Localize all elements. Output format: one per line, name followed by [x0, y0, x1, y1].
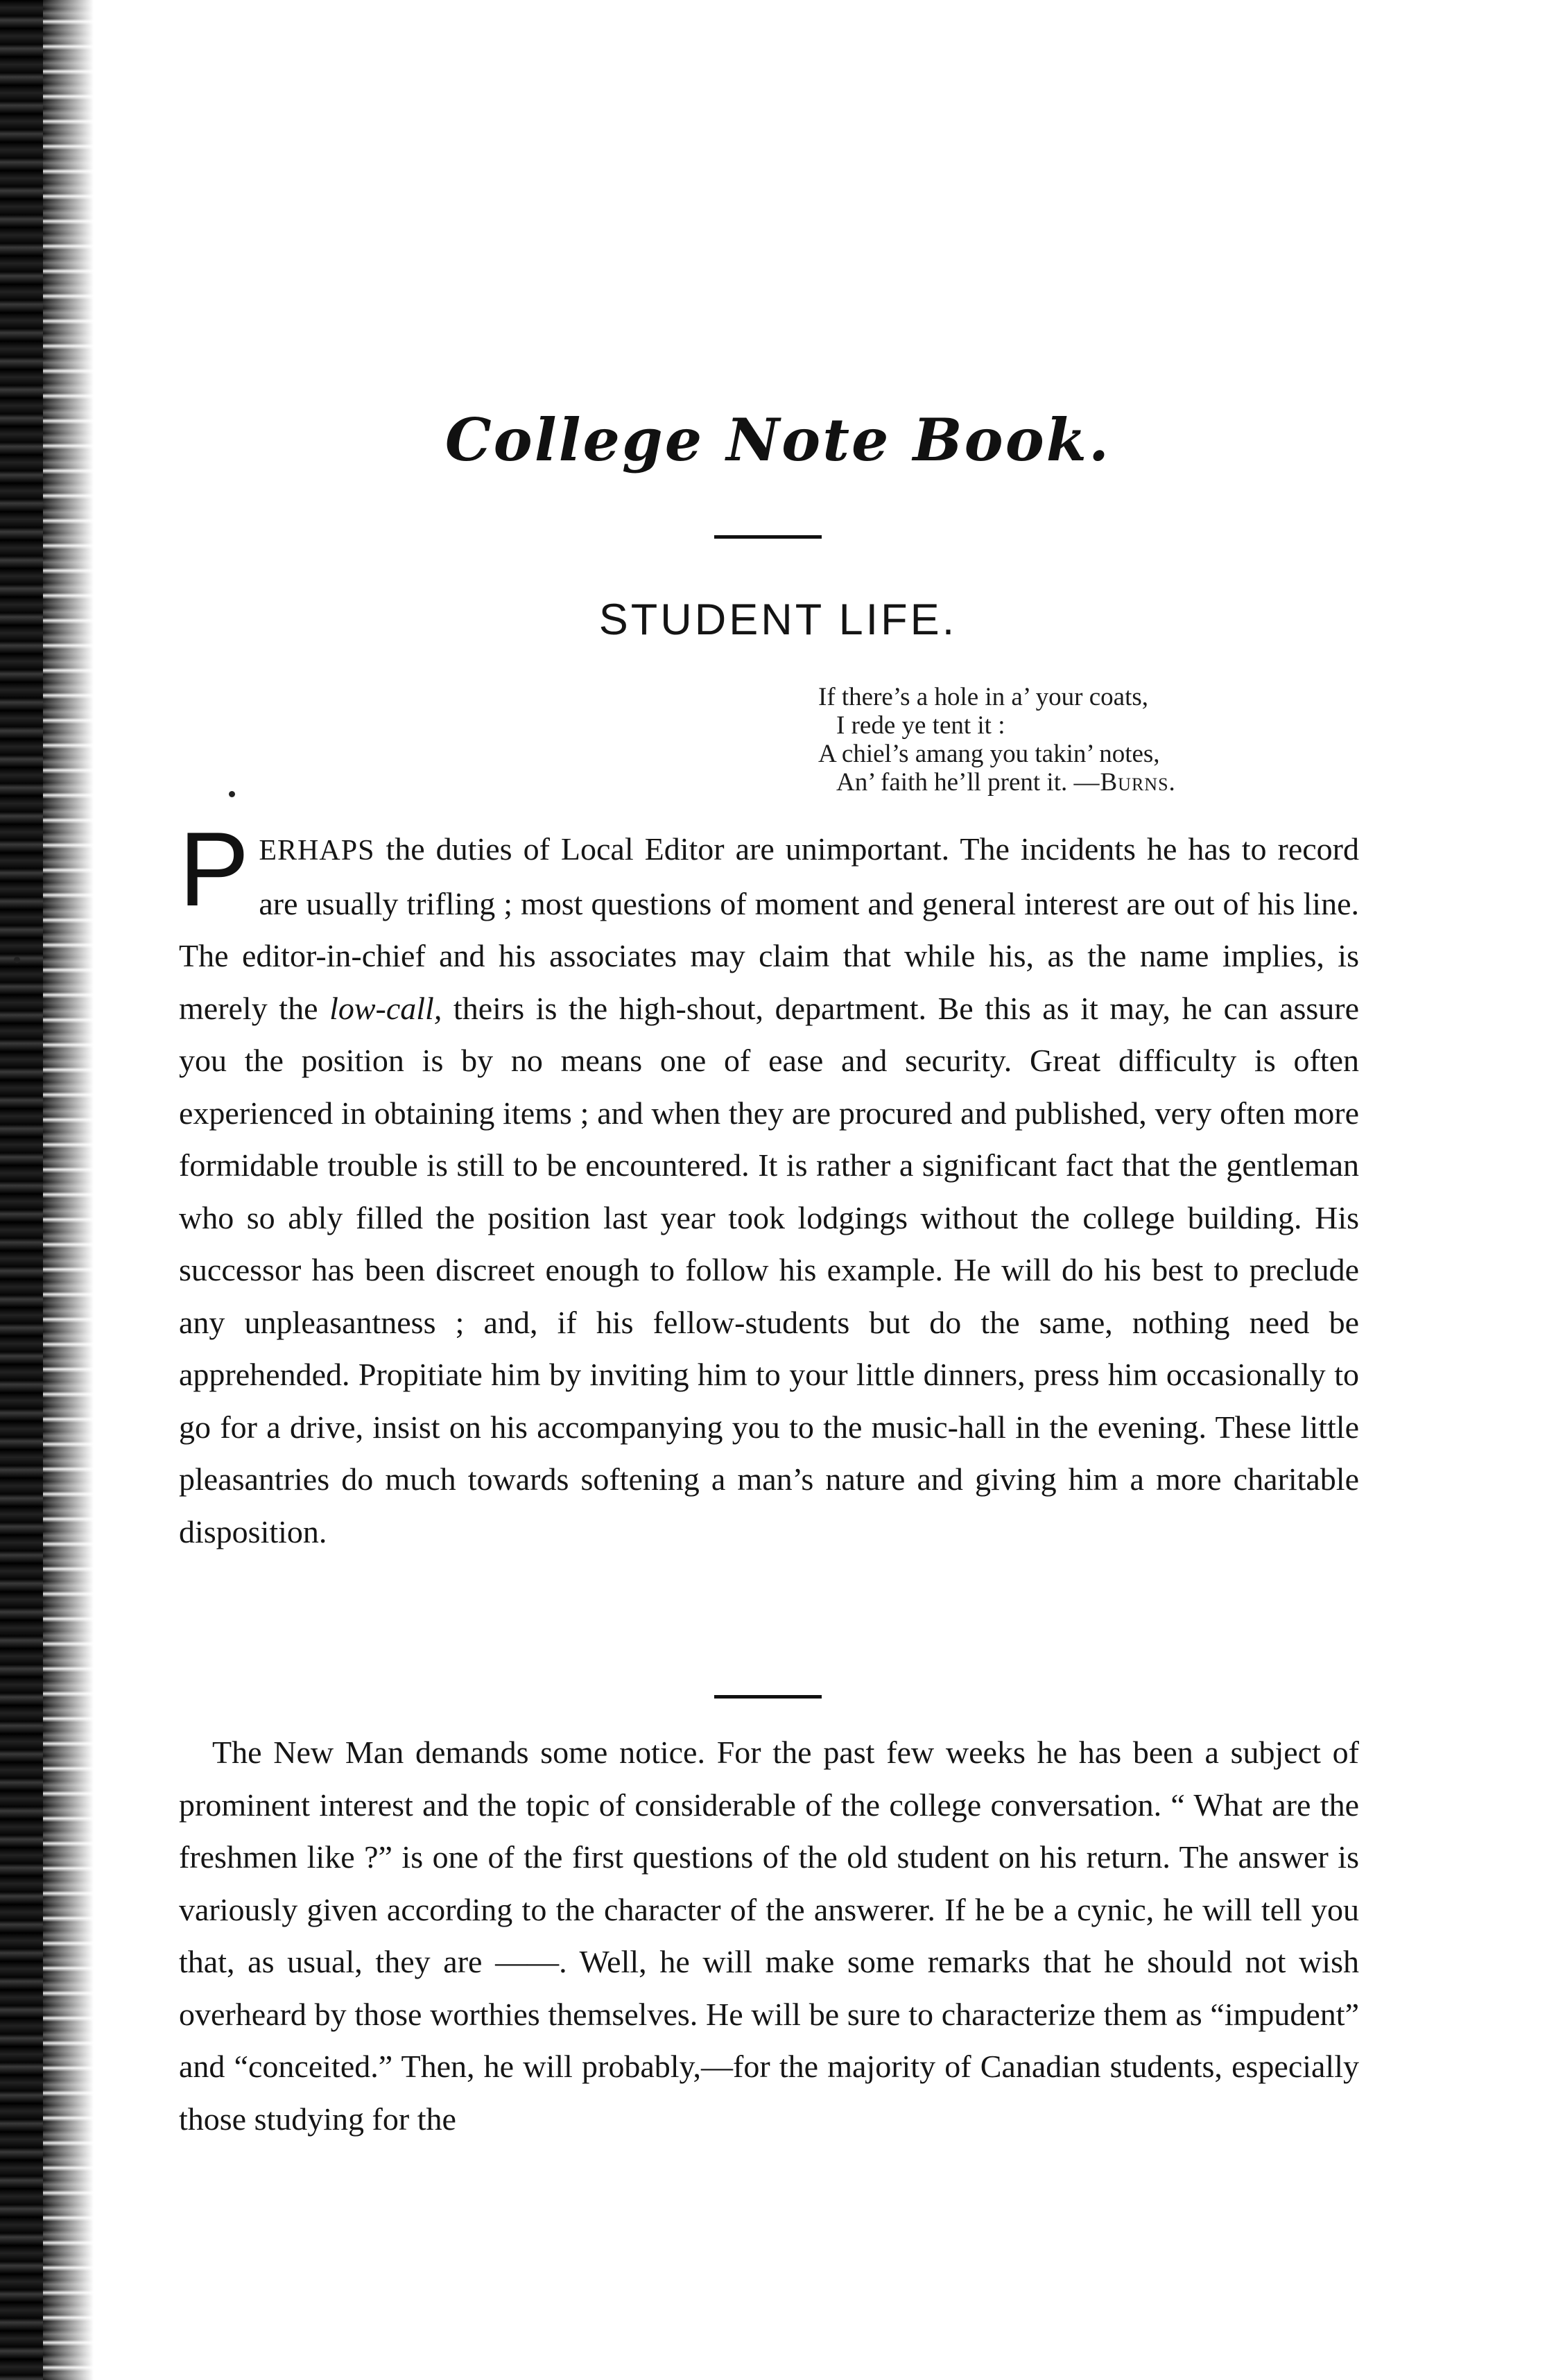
section-divider: [714, 1695, 822, 1699]
binding-edge-dark: [0, 0, 43, 2380]
epigraph-line: An’ faith he’ll prent it.: [836, 768, 1068, 797]
lead-caps: ERHAPS: [259, 835, 375, 867]
running-head: College Note Book.: [444, 406, 1112, 474]
section-title: STUDENT LIFE.: [598, 596, 958, 644]
epigraph-attribution: —Burns.: [1073, 768, 1176, 797]
title-rule: [714, 535, 822, 539]
epigraph-line: I rede ye tent it :: [836, 711, 1005, 740]
paragraph-new-man: [179, 1726, 1359, 2145]
epigraph: [818, 683, 1176, 797]
paragraph-text: theirs is the high-shout, department. Be this as it may, he can assure you the position is by no means one of ease and security. Great difficulty is often experienced in obtaining items ; and when they are procured and published, very often more formidable trouble is still to be encountered. It is rather a significant fact that the gentleman who so ably filled the position last year took lodgings without the college building. His successor has been discreet enough to follow his example. He will do his best to preclude any unpleasantness ; and, if his fellow-students but do the same, nothing need be apprehended. Propitiate him by inviting him to your little dinners, press him occasionally to go for a drive, insist on his accompanying you to the music-hall in the evening. These little pleasantries do much towards softening a man’s nature and giving him a more charitable disposition.: [179, 990, 1359, 1549]
paragraph-body: The New Man demands some notice. For the past few weeks he has been a subject of prominent interest and the topic of considerable of the college conversation. “ What are the freshmen like ?” is one of the first questions of the old student on his return. The answer is variously given according to the character of the answerer. If he be a cynic, he will tell you that, as usual, they are ——. Well, he will make some remarks that he should not wish overheard by those worthies themselves. He will be sure to characterize them as “impudent” and “conceited.” Then, he will probably,—for the majority of Canadian students, especially those studying for the: [179, 1735, 1359, 2137]
margin-mark: [14, 957, 20, 963]
paragraph-body: [179, 810, 1359, 1558]
margin-mark: [229, 791, 235, 797]
epigraph-line: A chiel’s amang you takin’ notes,: [818, 740, 1160, 768]
italic-term: low-call,: [329, 990, 442, 1026]
drop-cap: P: [179, 810, 250, 928]
paragraph-local-editor: [179, 810, 1359, 1558]
epigraph-line: If there’s a hole in a’ your coats,: [818, 683, 1149, 711]
epigraph-line-last: [818, 768, 1176, 797]
paragraph-text: the duties of Local Editor are unimportant. The incidents he has to record are usually trifling ; most questions of moment and general interest are out of his line. The editor-in-chief and his associates may claim that while his, as the name implies, is merely the: [179, 831, 1359, 1026]
